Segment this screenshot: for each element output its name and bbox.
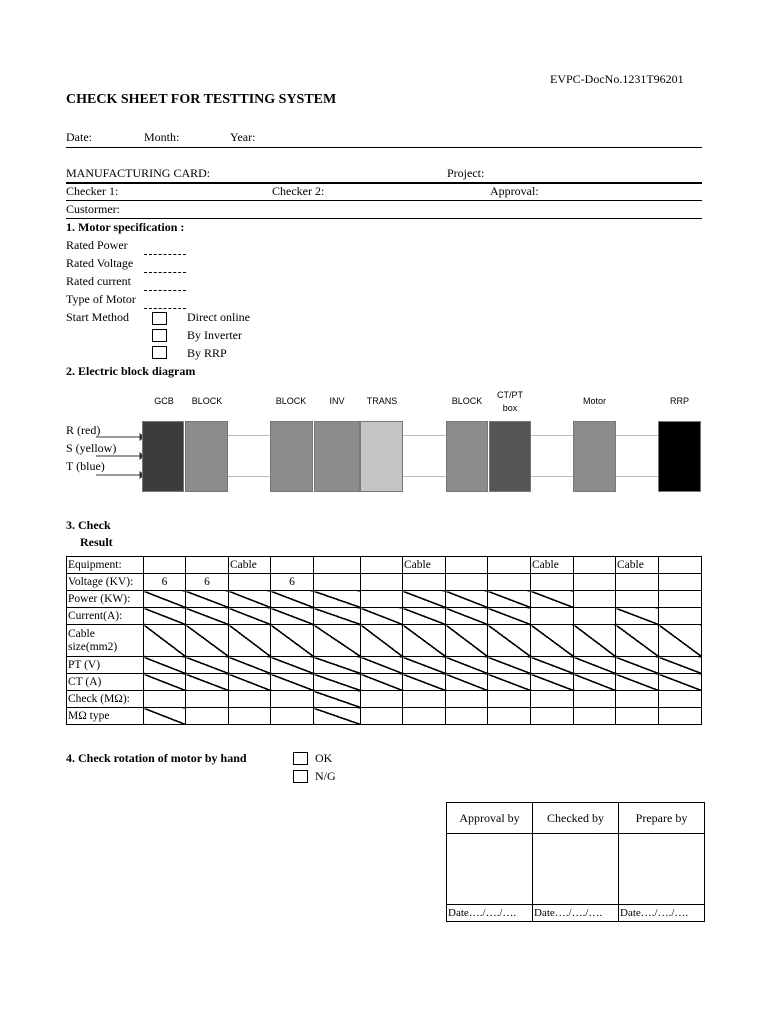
motor-block [573, 421, 616, 492]
direct-online-checkbox[interactable] [152, 312, 167, 325]
table-cell[interactable] [446, 608, 488, 625]
table-row [67, 674, 702, 691]
table-cell[interactable] [403, 674, 446, 691]
page-title: CHECK SHEET FOR TESTTING SYSTEM [66, 92, 337, 107]
row-label: MΩ type [67, 708, 144, 725]
section3-subtitle: Result [80, 535, 113, 549]
rated-voltage-field[interactable] [144, 272, 186, 273]
table-cell[interactable] [271, 674, 314, 691]
manufacturing-card-label: MANUFACTURING CARD: [66, 166, 211, 180]
direct-online-label: Direct online [187, 310, 250, 324]
table-cell[interactable] [616, 657, 659, 674]
table-cell[interactable] [144, 657, 186, 674]
table-cell[interactable] [314, 574, 361, 591]
table-row [67, 691, 702, 708]
table-cell[interactable] [186, 608, 229, 625]
rated-voltage-label: Rated Voltage [66, 256, 134, 270]
table-cell[interactable] [229, 657, 271, 674]
table-cell[interactable] [314, 657, 361, 674]
table-cell[interactable]: Cable [616, 557, 659, 574]
table-cell[interactable] [531, 708, 574, 725]
phase-t-label: T (blue) [66, 459, 105, 473]
by-inverter-label: By Inverter [187, 328, 242, 342]
table-cell[interactable] [271, 608, 314, 625]
table-cell[interactable] [659, 657, 702, 674]
ctpt-label: CT/PT [497, 390, 523, 400]
block3-label: BLOCK [451, 396, 483, 406]
rated-current-field[interactable] [144, 290, 186, 291]
table-cell[interactable] [488, 657, 531, 674]
table-cell[interactable]: Cable [229, 557, 271, 574]
table-cell[interactable] [531, 591, 574, 608]
ok-label: OK [315, 751, 333, 765]
table-cell[interactable] [361, 691, 403, 708]
start-method-label: Start Method [66, 310, 129, 324]
rrp-label: RRP [669, 396, 689, 406]
by-inverter-checkbox[interactable] [152, 329, 167, 342]
rated-power-label: Rated Power [66, 238, 128, 252]
section3-title: 3. Check [66, 518, 111, 532]
table-cell[interactable] [446, 691, 488, 708]
table-cell[interactable] [229, 708, 271, 725]
table-cell[interactable] [403, 708, 446, 725]
checked-by-header: Checked by [533, 803, 619, 834]
table-cell[interactable] [616, 608, 659, 625]
table-cell[interactable] [531, 574, 574, 591]
table-cell[interactable] [361, 591, 403, 608]
table-cell[interactable] [314, 625, 361, 657]
block2-label: BLOCK [275, 396, 307, 406]
table-cell[interactable] [361, 657, 403, 674]
table-cell[interactable] [659, 625, 702, 657]
check-result-table [66, 556, 702, 725]
table-cell[interactable] [403, 625, 446, 657]
row-label: Current(A): [67, 608, 144, 625]
prepare-by-header: Prepare by [619, 803, 705, 834]
project-label: Project: [447, 166, 485, 180]
year-label: Year: [230, 130, 256, 144]
table-cell[interactable] [229, 574, 271, 591]
table-cell[interactable] [271, 691, 314, 708]
inv-label: INV [329, 396, 345, 406]
block1-block [185, 421, 228, 492]
table-cell[interactable] [361, 708, 403, 725]
rated-current-label: Rated current [66, 274, 131, 288]
table-cell[interactable] [361, 608, 403, 625]
phase-arrows [96, 430, 146, 480]
table-cell[interactable] [574, 674, 616, 691]
table-cell[interactable] [616, 625, 659, 657]
divider [66, 147, 702, 148]
table-cell[interactable] [488, 608, 531, 625]
table-row [67, 574, 702, 591]
row-label: Equipment: [67, 557, 144, 574]
rated-power-field[interactable] [144, 254, 186, 255]
trans-block [360, 421, 403, 492]
table-cell[interactable] [574, 625, 616, 657]
rrp-block [658, 421, 701, 492]
checked-date[interactable]: Date…./…./…. [533, 905, 619, 922]
table-cell[interactable] [144, 674, 186, 691]
table-cell[interactable] [488, 557, 531, 574]
row-label: Voltage (KV): [67, 574, 144, 591]
table-cell[interactable] [446, 591, 488, 608]
connector [228, 435, 270, 436]
connector [403, 476, 446, 477]
table-cell[interactable] [531, 608, 574, 625]
table-cell[interactable] [616, 574, 659, 591]
table-cell[interactable] [229, 674, 271, 691]
table-cell[interactable] [659, 591, 702, 608]
table-cell[interactable] [314, 557, 361, 574]
table-cell[interactable] [361, 574, 403, 591]
connector [531, 476, 573, 477]
table-row [67, 657, 702, 674]
section2-title: 2. Electric block diagram [66, 364, 196, 378]
table-cell[interactable] [659, 708, 702, 725]
table-cell[interactable] [186, 708, 229, 725]
customer-label: Custormer: [66, 202, 120, 216]
table-cell[interactable] [659, 574, 702, 591]
table-cell[interactable] [229, 608, 271, 625]
connector [531, 435, 573, 436]
connector [616, 476, 658, 477]
table-cell[interactable] [574, 708, 616, 725]
row-label: Power (KW): [67, 591, 144, 608]
table-cell[interactable] [574, 657, 616, 674]
table-row [67, 557, 702, 574]
gcb-label: GCB [154, 396, 174, 406]
by-rrp-checkbox[interactable] [152, 346, 167, 359]
table-cell[interactable] [531, 657, 574, 674]
table-cell[interactable] [186, 674, 229, 691]
ng-checkbox[interactable] [293, 770, 308, 783]
approval-signature-box[interactable] [447, 834, 533, 905]
table-cell[interactable] [271, 591, 314, 608]
table-row [67, 591, 702, 608]
table-cell[interactable] [271, 708, 314, 725]
table-cell[interactable] [314, 708, 361, 725]
table-cell[interactable] [446, 557, 488, 574]
table-cell[interactable] [144, 557, 186, 574]
table-cell[interactable] [574, 591, 616, 608]
block2-block [270, 421, 313, 492]
table-cell[interactable] [229, 691, 271, 708]
gcb-block [142, 421, 184, 492]
table-cell[interactable] [616, 591, 659, 608]
type-of-motor-label: Type of Motor [66, 292, 136, 306]
table-row [67, 625, 702, 657]
signoff-table [446, 802, 705, 922]
table-cell[interactable]: 6 [144, 574, 186, 591]
checker1-label: Checker 1: [66, 184, 119, 198]
approval-label: Approval: [490, 184, 539, 198]
table-cell[interactable] [403, 691, 446, 708]
connector [616, 435, 658, 436]
table-cell[interactable] [314, 691, 361, 708]
month-label: Month: [144, 130, 180, 144]
table-cell[interactable] [488, 574, 531, 591]
row-label: CT (A) [67, 674, 144, 691]
table-cell[interactable] [616, 708, 659, 725]
row-label: PT (V) [67, 657, 144, 674]
table-cell[interactable] [488, 625, 531, 657]
motor-label: Motor [582, 396, 606, 406]
checked-signature-box[interactable] [533, 834, 619, 905]
table-cell[interactable] [186, 591, 229, 608]
table-row [67, 708, 702, 725]
table-cell[interactable] [616, 674, 659, 691]
by-rrp-label: By RRP [187, 346, 227, 360]
table-cell[interactable] [574, 557, 616, 574]
table-cell[interactable] [361, 674, 403, 691]
table-cell[interactable] [314, 591, 361, 608]
table-cell[interactable] [361, 625, 403, 657]
table-cell[interactable] [186, 625, 229, 657]
table-cell[interactable] [144, 625, 186, 657]
table-cell[interactable] [488, 708, 531, 725]
table-cell[interactable] [144, 691, 186, 708]
table-cell[interactable] [314, 674, 361, 691]
connector [228, 476, 270, 477]
checker2-label: Checker 2: [272, 184, 325, 198]
table-cell[interactable] [488, 691, 531, 708]
table-cell[interactable] [574, 574, 616, 591]
table-cell[interactable]: Cable [531, 557, 574, 574]
table-cell[interactable] [229, 625, 271, 657]
section1-title: 1. Motor specification : [66, 220, 185, 234]
phase-r-label: R (red) [66, 423, 101, 437]
approval-date[interactable]: Date…./…./…. [447, 905, 533, 922]
approval-by-header: Approval by [447, 803, 533, 834]
table-cell[interactable]: Cable [403, 557, 446, 574]
table-cell[interactable] [186, 557, 229, 574]
table-cell[interactable] [659, 557, 702, 574]
prepare-signature-box[interactable] [619, 834, 705, 905]
table-cell[interactable] [659, 691, 702, 708]
row-label: Cable size(mm2) [67, 625, 144, 657]
phase-s-label: S (yellow) [66, 441, 117, 455]
table-cell[interactable] [271, 657, 314, 674]
table-cell[interactable] [186, 691, 229, 708]
section4-title: 4. Check rotation of motor by hand [66, 751, 247, 765]
ctpt-box-label: box [502, 403, 518, 413]
table-cell[interactable] [446, 625, 488, 657]
date-label: Date: [66, 130, 92, 144]
table-cell[interactable] [531, 691, 574, 708]
table-cell[interactable] [531, 625, 574, 657]
table-cell[interactable] [446, 708, 488, 725]
table-cell[interactable] [488, 674, 531, 691]
table-cell[interactable] [314, 608, 361, 625]
connector [403, 435, 446, 436]
table-cell[interactable] [446, 674, 488, 691]
prepare-date[interactable]: Date…./…./…. [619, 905, 705, 922]
ctpt-block [489, 421, 531, 492]
table-cell[interactable] [574, 608, 616, 625]
table-cell[interactable] [488, 591, 531, 608]
table-cell[interactable] [144, 608, 186, 625]
table-cell[interactable] [271, 625, 314, 657]
table-cell[interactable] [271, 557, 314, 574]
table-row [67, 608, 702, 625]
table-cell[interactable] [659, 674, 702, 691]
block1-label: BLOCK [191, 396, 223, 406]
table-cell[interactable]: 6 [186, 574, 229, 591]
doc-number: EVPC-DocNo.1231T96201 [550, 72, 684, 86]
trans-label: TRANS [366, 396, 398, 406]
divider [66, 218, 702, 219]
table-cell[interactable] [361, 557, 403, 574]
table-cell[interactable] [616, 691, 659, 708]
table-cell[interactable] [144, 708, 186, 725]
table-cell[interactable] [229, 591, 271, 608]
table-cell[interactable] [659, 608, 702, 625]
type-of-motor-field[interactable] [144, 308, 186, 309]
table-cell[interactable] [403, 608, 446, 625]
row-label: Check (MΩ): [67, 691, 144, 708]
table-cell[interactable] [144, 591, 186, 608]
table-cell[interactable] [446, 574, 488, 591]
table-cell[interactable] [531, 674, 574, 691]
table-cell[interactable] [403, 574, 446, 591]
ng-label: N/G [315, 769, 336, 783]
table-cell[interactable] [446, 657, 488, 674]
divider [66, 182, 702, 184]
inv-block [314, 421, 360, 492]
table-cell[interactable] [186, 657, 229, 674]
table-cell[interactable] [403, 657, 446, 674]
table-cell[interactable] [574, 691, 616, 708]
divider [66, 200, 702, 201]
block3-block [446, 421, 488, 492]
ok-checkbox[interactable] [293, 752, 308, 765]
table-cell[interactable]: 6 [271, 574, 314, 591]
table-cell[interactable] [403, 591, 446, 608]
